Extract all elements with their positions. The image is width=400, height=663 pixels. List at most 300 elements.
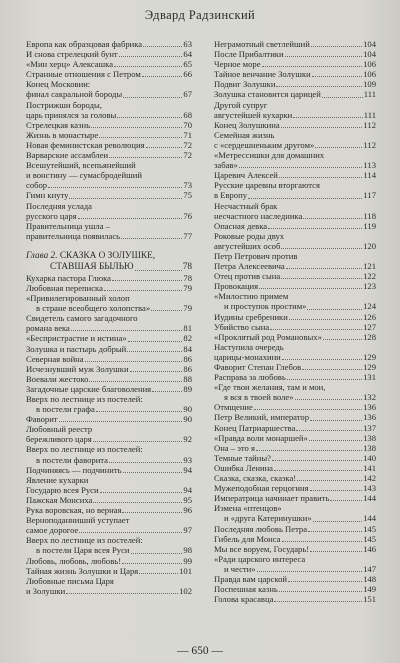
toc-page-number: 119 — [363, 220, 376, 231]
toc-entry-title: русского царя — [26, 210, 77, 221]
toc-entry — [26, 211, 192, 221]
toc-entry — [214, 564, 376, 574]
toc-entry-title: Исчезнувший муж Золушки — [26, 363, 129, 374]
dot-leader — [78, 218, 183, 219]
toc-entry — [26, 586, 192, 596]
dot-leader — [139, 573, 178, 574]
toc-page-number: 120 — [363, 240, 376, 251]
toc-entry-title: и Золушки — [26, 585, 66, 596]
dot-leader — [152, 391, 182, 392]
dot-leader — [279, 591, 362, 592]
toc-entry-line: Наступила очередь — [214, 341, 284, 352]
toc-entry — [26, 273, 192, 283]
dot-leader — [119, 56, 183, 57]
toc-entry-title: «Правда воли монаршей» — [214, 432, 308, 443]
toc-entry-title: Мы все воруем, Государь! — [214, 543, 310, 554]
toc-entry — [214, 503, 376, 513]
toc-page-number: 90 — [183, 404, 192, 415]
dot-leader — [99, 137, 182, 138]
toc-page-number: 122 — [363, 271, 376, 282]
toc-page-number: 145 — [363, 523, 376, 534]
toc-entry-title: Любовная переписка — [26, 282, 103, 293]
dot-leader — [109, 157, 182, 158]
toc-entry — [214, 332, 376, 342]
dot-leader — [93, 502, 182, 503]
toc-entry-title: Конец Золушкина — [214, 119, 280, 130]
toc-page-number: 143 — [363, 483, 376, 494]
toc-page-number: 111 — [363, 89, 376, 100]
dot-leader — [308, 531, 362, 532]
dot-leader — [293, 117, 362, 118]
toc-entry — [26, 190, 192, 200]
toc-entry-line: Русские царевны вторгаются — [214, 180, 320, 191]
toc-page-number: 66 — [183, 69, 192, 80]
dot-leader — [131, 553, 183, 554]
dot-leader — [281, 248, 362, 249]
dot-leader — [122, 563, 182, 564]
dot-leader — [85, 361, 183, 362]
toc-page-number: 78 — [183, 272, 192, 283]
dot-leader — [89, 381, 182, 382]
dot-leader — [313, 521, 362, 522]
toc-entry-line: Любовный реестр — [26, 424, 93, 435]
toc-page-number: 127 — [363, 321, 376, 332]
dot-leader — [112, 280, 182, 281]
toc-entry-line: «Привилегированный холоп — [26, 293, 130, 304]
toc-entry — [26, 374, 192, 384]
toc-page-number: 76 — [183, 210, 192, 221]
toc-entry — [214, 322, 376, 332]
dot-leader — [288, 581, 362, 582]
toc-entry — [26, 89, 192, 99]
toc-entry-title: Новая феминистская революция — [26, 139, 145, 150]
dot-leader — [286, 268, 362, 269]
toc-page-number: 126 — [363, 311, 376, 322]
toc-page-number: 73 — [183, 180, 192, 191]
toc-page-number: 82 — [183, 333, 192, 344]
dot-leader — [66, 593, 178, 594]
toc-page-number: 68 — [183, 109, 192, 120]
toc-entry — [214, 120, 376, 130]
toc-page-number: 75 — [183, 190, 192, 201]
toc-entry-title: Темные тайны? — [214, 452, 271, 463]
toc-page-number: 148 — [363, 573, 376, 584]
running-header: Эдвард Радзинский — [144, 8, 256, 22]
toc-entry-title: бережливого царя — [26, 434, 92, 445]
toc-entry-title: Негрaмотный светлейший — [214, 39, 310, 49]
toc-entry — [214, 372, 376, 382]
dot-leader — [254, 409, 362, 410]
toc-entry — [214, 473, 376, 483]
toc-page-number: 81 — [183, 323, 192, 334]
toc-entry-title: Северная война — [26, 353, 84, 364]
toc-entry — [26, 455, 192, 465]
toc-entry-title: правительница появилась — [26, 230, 121, 241]
toc-page-number: 79 — [183, 282, 192, 293]
toc-page-number: 128 — [363, 331, 376, 342]
toc-page-number: 95 — [183, 494, 192, 505]
toc-entry-line: Вверх по лестнице из постелей: — [26, 394, 143, 404]
dot-leader — [285, 56, 363, 57]
toc-entry — [26, 283, 192, 293]
toc-page-number: 113 — [363, 160, 376, 171]
toc-page-number: 111 — [363, 109, 376, 120]
dot-leader — [59, 421, 183, 422]
toc-entry-title: я вся в твоей воле» — [224, 392, 294, 403]
toc-entry — [214, 69, 376, 79]
toc-page-number: 99 — [183, 555, 192, 566]
toc-entry-title: После Прибалтики — [214, 49, 284, 60]
dot-leader — [259, 288, 362, 289]
toc-entry — [26, 556, 192, 566]
toc-page-number: 149 — [363, 584, 376, 595]
toc-entry — [26, 364, 192, 374]
dot-leader — [71, 330, 183, 331]
toc-page-number: 144 — [363, 513, 376, 524]
toc-entry-title: Отец против сына — [214, 271, 281, 282]
toc-page-number: 79 — [183, 303, 192, 314]
chapter-label: Глава 2. — [26, 250, 58, 261]
toc-entry-title: в стране всеобщего холопства» — [36, 303, 151, 314]
toc-entry — [26, 100, 192, 110]
dot-leader — [257, 571, 363, 572]
toc-entry — [214, 261, 376, 271]
toc-entry-title: Поспешная казнь — [214, 584, 278, 595]
toc-entry-line: Всешутейший, всепьянейший — [26, 160, 136, 171]
toc-page-number: 104 — [363, 49, 376, 60]
dot-leader — [117, 117, 182, 118]
toc-entry — [214, 39, 376, 49]
toc-entry-title: Воевали жестоко — [26, 373, 89, 384]
toc-page-number: 94 — [183, 484, 192, 495]
toc-entry — [26, 303, 192, 313]
toc-entry — [214, 301, 376, 311]
toc-entry-title: Странные отношения с Петром — [26, 69, 141, 80]
toc-page-number: 72 — [183, 150, 192, 161]
toc-entry — [214, 190, 376, 200]
dot-leader — [274, 470, 362, 471]
toc-entry-title: Конец Патриаршества — [214, 422, 296, 433]
toc-entry — [214, 140, 376, 150]
toc-entry-title: с «сердешненьким другом» — [214, 139, 315, 150]
toc-entry — [26, 333, 192, 343]
dot-leader — [123, 472, 183, 473]
toc-page-number: 141 — [363, 462, 376, 473]
toc-entry-title: Петр Великий, император — [214, 412, 310, 423]
toc-entry — [26, 69, 192, 79]
toc-entry — [214, 584, 376, 594]
toc-entry-title: Государю всея Руси — [26, 484, 99, 495]
dot-leader — [281, 127, 363, 128]
toc-entry-title: Опасная девка — [214, 220, 268, 231]
dot-leader — [151, 310, 182, 311]
toc-entry-title: Фаворит Степан Глебов — [214, 362, 302, 372]
toc-entry-line: Несчастный брак — [214, 200, 278, 211]
toc-entry-title: августейших особ — [214, 240, 281, 251]
dot-leader — [297, 480, 362, 481]
toc-entry — [214, 483, 376, 493]
toc-entry-title: царицы-монахини — [214, 351, 281, 362]
toc-page-number: 102 — [179, 585, 192, 596]
dot-leader — [114, 66, 182, 67]
toc-entry — [26, 566, 192, 576]
toc-entry — [214, 79, 376, 89]
toc-entry — [26, 120, 192, 130]
toc-entry-title: СТАВШАЯ БЫЛЬЮ — [50, 261, 134, 272]
toc-entry-title: собор — [26, 180, 48, 191]
toc-entry — [214, 493, 376, 503]
dot-leader — [296, 430, 362, 431]
toc-entry — [214, 221, 376, 231]
toc-entry-title: «Проклятый род Романовых» — [214, 331, 322, 342]
toc-page-number: 67 — [183, 89, 192, 100]
dot-leader — [272, 460, 362, 461]
dot-leader — [248, 198, 362, 199]
dot-leader — [281, 278, 362, 279]
toc-entry — [26, 140, 192, 150]
dot-leader — [100, 492, 183, 493]
dot-leader — [310, 420, 362, 421]
toc-entry-title: Она – это я — [214, 442, 255, 453]
toc-page-number: 146 — [363, 543, 376, 554]
toc-page-number: 86 — [183, 363, 192, 374]
toc-entry — [26, 525, 192, 535]
toc-entry-title: Кухарка пастора Глюка — [26, 272, 112, 283]
toc-entry — [214, 241, 376, 251]
toc-page-number: 117 — [363, 190, 376, 201]
dot-leader — [128, 341, 183, 342]
dot-leader — [104, 290, 183, 291]
dot-leader — [91, 127, 182, 128]
dot-leader — [322, 97, 363, 98]
dot-leader — [282, 541, 363, 542]
toc-entry-title: Фаворит — [26, 414, 58, 425]
toc-page-number: 138 — [363, 432, 376, 443]
toc-entry — [26, 505, 192, 515]
toc-entry-line: Правительница ушла – — [26, 220, 110, 231]
toc-entry-line: «Где твои желания, там и мои, — [214, 382, 326, 393]
toc-entry-title: Подчиняясь — подчинить — [26, 464, 122, 475]
dot-leader — [268, 228, 362, 229]
toc-page-number: 97 — [183, 525, 192, 536]
toc-page-number: 98 — [183, 545, 192, 556]
toc-entry — [26, 545, 192, 555]
toc-entry-title: Императрица начинает править — [214, 493, 330, 504]
toc-page-number: 121 — [363, 261, 376, 272]
dot-leader — [279, 177, 363, 178]
toc-entry — [214, 49, 376, 59]
toc-entry-title: и проступок простим» — [224, 301, 307, 312]
toc-entry — [26, 475, 192, 485]
toc-entry-title: Тайное венчание Золушки — [214, 69, 311, 80]
toc-entry — [214, 453, 376, 463]
toc-entry — [214, 271, 376, 281]
toc-page-number: 78 — [182, 261, 192, 272]
dot-leader — [274, 601, 362, 602]
toc-entry-title: августейшей кухарки — [214, 109, 293, 120]
toc-entry — [214, 544, 376, 554]
toc-entry — [214, 281, 376, 291]
toc-entry-title: Отмщение — [214, 402, 253, 413]
dot-leader — [142, 76, 183, 77]
toc-left-column — [26, 39, 192, 596]
dot-leader — [48, 187, 182, 188]
toc-entry — [214, 59, 376, 69]
toc-entry — [214, 524, 376, 534]
dot-leader — [323, 339, 362, 340]
chapter-title-entry — [26, 262, 192, 273]
toc-entry-title: Подвиг Золушки — [214, 79, 276, 90]
dot-leader — [109, 462, 182, 463]
toc-entry — [214, 160, 376, 170]
toc-entry-title: романа века — [26, 323, 70, 334]
toc-entry-title: Мужеподобная герцогиня — [214, 483, 309, 494]
dot-leader — [256, 450, 362, 451]
toc-entry-title: несчастного наследника — [214, 210, 303, 221]
toc-page-number: 123 — [363, 281, 376, 292]
toc-page-number: 63 — [183, 39, 192, 49]
toc-entry-title: Рука воровская, но верная — [26, 505, 122, 516]
toc-page-number: 118 — [363, 210, 376, 221]
toc-entry — [26, 49, 192, 59]
toc-entry-title: Ошибка Ленина — [214, 462, 273, 473]
toc-page-number: 72 — [183, 139, 192, 150]
dot-leader — [310, 551, 362, 552]
toc-entry-title: забав» — [214, 160, 238, 171]
toc-entry-title: Конец Московии: — [26, 79, 91, 90]
toc-entry — [26, 39, 192, 49]
toc-entry-title: царь принялся за головы — [26, 109, 117, 120]
toc-entry — [26, 150, 192, 160]
toc-entry-line: Петр Петрович против — [214, 250, 298, 261]
toc-entry-title: Голова красавца — [214, 594, 274, 605]
toc-entry-title: Золушка становится царицей — [214, 89, 321, 100]
toc-entry-title: в постели фаворита — [36, 454, 108, 465]
toc-page-number: 106 — [363, 59, 376, 70]
dot-leader — [289, 319, 362, 320]
toc-page-number: 129 — [363, 351, 376, 362]
toc-entry-title: Последняя любовь Петра — [214, 523, 308, 534]
toc-page-number: 151 — [363, 594, 376, 605]
toc-entry-line: и вонстину — сумасбродейший — [26, 170, 142, 181]
toc-entry — [214, 443, 376, 453]
dot-leader — [315, 147, 362, 148]
toc-entry-title: Золушка и пастырь добрый — [26, 343, 127, 354]
toc-entry-title: Гимн кнуту — [26, 190, 69, 201]
dot-leader — [276, 86, 362, 87]
toc-entry — [214, 170, 376, 180]
toc-entry — [214, 110, 376, 120]
toc-page-number: 84 — [183, 343, 192, 354]
toc-entry-title: Черное море — [214, 59, 261, 70]
toc-entry — [214, 312, 376, 322]
toc-entry-line: Роковые роды двух — [214, 230, 285, 241]
toc-entry — [214, 574, 376, 584]
dot-leader — [130, 371, 183, 372]
dot-leader — [295, 399, 363, 400]
toc-page-number: 147 — [363, 563, 376, 574]
toc-page-number: 137 — [363, 422, 376, 433]
toc-entry-line: Семейная жизнь — [214, 129, 275, 140]
toc-entry — [214, 362, 376, 372]
toc-page-number: 92 — [183, 434, 192, 445]
toc-entry-title: в постели Царя всея Руси — [36, 545, 130, 556]
dot-leader — [312, 76, 363, 77]
toc-entry — [214, 433, 376, 443]
toc-entry — [214, 402, 376, 412]
dot-leader — [146, 147, 183, 148]
dot-leader — [143, 46, 182, 47]
toc-entry-title: Сказка, сказка, сказка! — [214, 473, 297, 484]
toc-entry — [26, 231, 192, 241]
toc-entry-title: Пажская Монсиха — [26, 494, 93, 505]
toc-entry-title: самое дорогое — [26, 525, 79, 536]
section-gap — [26, 241, 192, 251]
dot-leader — [96, 411, 183, 412]
dot-leader — [302, 369, 362, 370]
toc-entry — [26, 434, 192, 444]
dot-leader — [135, 270, 182, 271]
toc-right-column — [214, 39, 376, 604]
toc-entry-title: Любовь, любовь, любовь! — [26, 555, 122, 566]
toc-page-number: 106 — [363, 69, 376, 80]
dot-leader — [330, 500, 362, 501]
toc-entry — [26, 323, 192, 333]
toc-entry-title: в постели графа — [36, 404, 95, 415]
toc-entry-title: Измена «птенцов» — [214, 503, 282, 514]
toc-entry-title: Варварские ассамблеи — [26, 150, 109, 161]
toc-entry-title: «Мин херц» Алексашка — [26, 59, 114, 70]
toc-entry — [26, 344, 192, 354]
dot-leader — [93, 441, 183, 442]
toc-page-number: 93 — [183, 454, 192, 465]
toc-entry-title: Гибель для Монса — [214, 533, 281, 544]
toc-page-number: 112 — [363, 119, 376, 130]
toc-entry-title: Загадочные царские благоволения — [26, 383, 152, 394]
toc-page-number: 88 — [183, 373, 192, 384]
toc-entry — [214, 211, 376, 221]
toc-entry — [214, 534, 376, 544]
toc-entry-title: Расправа за любовь — [214, 372, 286, 383]
toc-entry-title: и чести» — [224, 563, 256, 574]
toc-entry-title: Провокация — [214, 281, 259, 292]
toc-entry-title: в Европу — [214, 190, 248, 201]
dot-leader — [239, 167, 363, 168]
toc-entry — [26, 495, 192, 505]
toc-entry-title: Тайная жизнь Золушки и Царя — [26, 565, 139, 576]
toc-page-number: 64 — [183, 49, 192, 60]
dot-leader — [127, 351, 182, 352]
toc-entry — [214, 423, 376, 433]
toc-page-number: 94 — [183, 464, 192, 475]
dot-leader — [287, 379, 362, 380]
toc-page-number: 136 — [363, 412, 376, 423]
toc-page-number: 140 — [363, 452, 376, 463]
dot-leader — [262, 66, 363, 67]
toc-entry — [214, 513, 376, 523]
toc-entry — [26, 354, 192, 364]
toc-page-number: 131 — [363, 372, 376, 383]
toc-entry — [214, 463, 376, 473]
page-number: — 650 — — [177, 645, 223, 657]
toc-entry-line: Свидетель самого загадочного — [26, 313, 138, 324]
toc-page-number: 132 — [363, 392, 376, 403]
dot-leader — [69, 198, 182, 199]
toc-page-number: 96 — [183, 505, 192, 516]
dot-leader — [122, 512, 182, 513]
toc-page-number: 71 — [183, 129, 192, 140]
toc-entry — [214, 392, 376, 402]
